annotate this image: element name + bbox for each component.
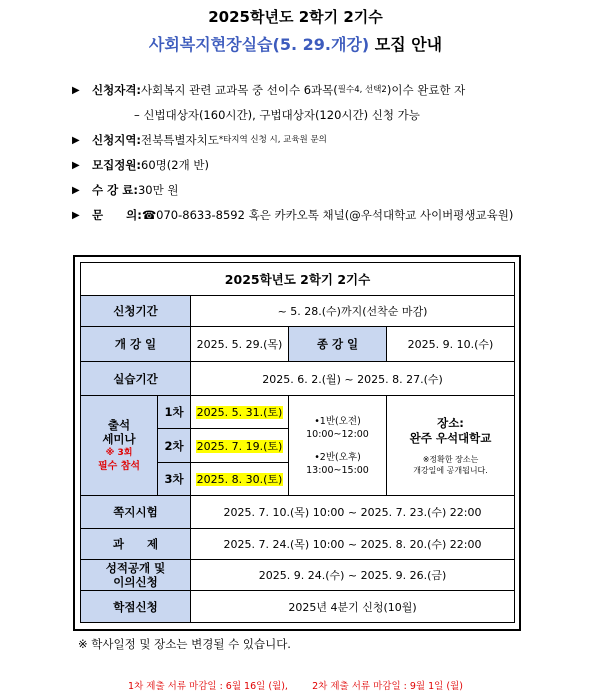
application-value: ~ 5. 28.(수)까지(선착순 마감)	[191, 296, 515, 327]
session-date-highlight: 2025. 8. 30.(토)	[196, 473, 283, 486]
seminar-label	[81, 396, 158, 496]
session-label: 3차	[158, 463, 191, 496]
info-label: 모집정원:	[92, 158, 142, 172]
subtitle-highlight: 사회복지현장실습(5. 29.개강)	[148, 35, 370, 54]
info-label: 수 강 료:	[92, 183, 138, 197]
session-date-highlight: 2025. 7. 19.(토)	[196, 439, 283, 453]
end-value: 2025. 9. 10.(수)	[387, 327, 515, 362]
grade-label-line: 이의신청	[113, 575, 158, 589]
notice-text: ※ 학사일정 및 장소는 변경될 수 있습니다.	[78, 637, 291, 651]
seminar-required-note: ※ 3회	[105, 447, 133, 458]
arrow-icon: ▶	[72, 85, 80, 96]
info-text: )이수 완료한 자	[386, 83, 466, 97]
arrow-icon: ▶	[72, 135, 80, 146]
subtitle-rest: 모집 안내	[369, 35, 443, 54]
info-fee	[72, 178, 513, 203]
class1-name: •1반(오전)	[314, 415, 361, 427]
credit-label: 학점신청	[81, 591, 191, 623]
info-label: 신청자격:	[92, 83, 142, 97]
place-note: ※정확한 장소는	[422, 454, 479, 464]
application-label: 신청기간	[81, 296, 191, 327]
info-region	[72, 128, 513, 153]
info-capacity	[72, 153, 513, 178]
grade-label	[81, 560, 191, 591]
class1-time: 10:00~12:00	[306, 428, 369, 440]
place-label: 장소:	[437, 415, 464, 430]
seminar-label-line: 출석	[107, 417, 131, 432]
arrow-icon: ▶	[72, 210, 80, 221]
info-text: 60명(2개 반)	[141, 158, 209, 172]
session-date	[191, 463, 289, 496]
info-text: 사회복지 관련 교과목 중 선이수 6과목(	[141, 83, 338, 97]
seminar-place	[387, 396, 515, 496]
deadline-text: 1차 제출 서류 마감일 : 6월 16일 (월), 2차 제출 서류 마감일 : 9월 1일 (월)	[128, 681, 463, 692]
class-times	[289, 396, 387, 496]
session-label: 1차	[158, 396, 191, 429]
info-small: *타지역 신청 시, 교육원 문의	[218, 135, 327, 145]
info-label: 신청지역:	[92, 133, 142, 147]
info-label: 문 의:	[92, 208, 142, 222]
class2-name: •2반(오후)	[314, 451, 361, 463]
credit-value: 2025년 4분기 신청(10월)	[191, 591, 515, 623]
seminar-label-line: 세미나	[102, 431, 136, 446]
place-value: 완주 우석대학교	[409, 430, 492, 445]
info-list	[72, 78, 513, 228]
session-label: 2차	[158, 429, 191, 463]
session-date	[191, 396, 289, 429]
info-qualification	[72, 78, 513, 103]
seminar-required-note: 필수 참석	[97, 460, 141, 472]
page-subtitle	[0, 32, 591, 55]
practice-label: 실습기간	[81, 362, 191, 396]
info-text: 30만 원	[137, 183, 179, 197]
info-text: ☎070-8633-8592 혹은 카카오톡 채널(@우석대학교 사이버평생교육원)	[141, 208, 514, 222]
assignment-label: 과 제	[81, 529, 191, 560]
start-label: 개 강 일	[81, 327, 191, 362]
session-date-highlight: 2025. 5. 31.(토)	[196, 406, 283, 419]
table-caption: 2025학년도 2학기 2기수	[81, 263, 515, 296]
arrow-icon: ▶	[72, 160, 80, 171]
info-qualification-line2	[72, 103, 513, 128]
grade-label-line: 성적공개 및	[105, 561, 166, 575]
grade-value: 2025. 9. 24.(수) ~ 2025. 9. 26.(금)	[191, 560, 515, 591]
arrow-icon: ▶	[72, 185, 80, 196]
info-text: – 신법대상자(160시간), 구법대상자(120시간) 신청 가능	[134, 108, 420, 122]
end-label: 종 강 일	[289, 327, 387, 362]
info-small: 필수4, 선택2	[337, 85, 387, 95]
assignment-value: 2025. 7. 24.(목) 10:00 ~ 2025. 8. 20.(수) 22:00	[191, 529, 515, 560]
place-note: 개강일에 공개됩니다.	[413, 465, 488, 475]
quiz-value: 2025. 7. 10.(목) 10:00 ~ 2025. 7. 23.(수) 22:00	[191, 496, 515, 529]
info-text: 전북특별자치도	[141, 133, 219, 147]
page-title: 2025학년도 2학기 2기수	[208, 8, 383, 26]
class2-time: 13:00~15:00	[306, 464, 369, 476]
quiz-label: 쪽지시험	[81, 496, 191, 529]
schedule-table	[80, 262, 515, 623]
start-value: 2025. 5. 29.(목)	[191, 327, 289, 362]
info-contact	[72, 203, 513, 228]
session-date	[191, 429, 289, 463]
practice-value: 2025. 6. 2.(월) ~ 2025. 8. 27.(수)	[191, 362, 515, 396]
